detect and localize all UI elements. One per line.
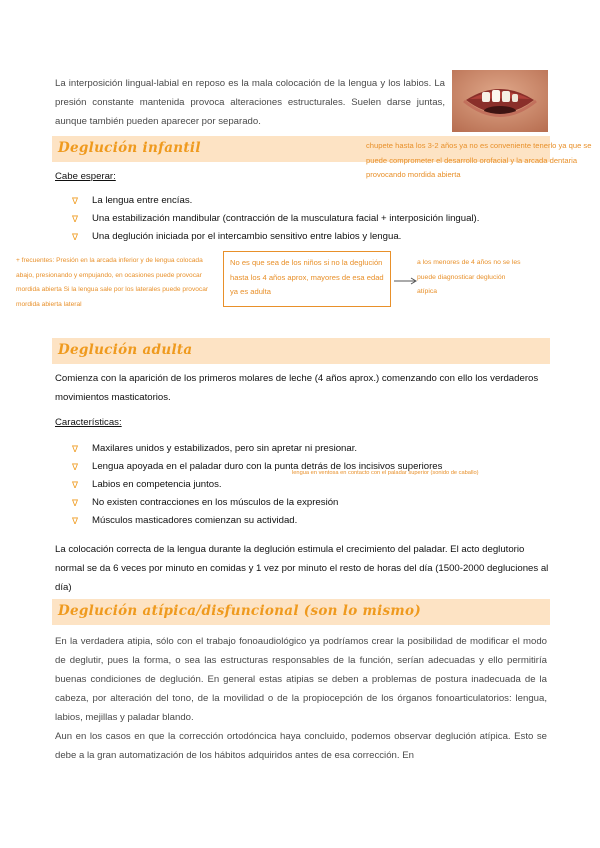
triangle-bullet-icon: ∇ bbox=[72, 444, 79, 454]
triangle-bullet-icon: ∇ bbox=[72, 196, 79, 206]
boxed-note-infantil: No es que sea de los niños si no la deglución hasta los 4 años aprox, mayores de esa edad ya es adulta bbox=[223, 251, 391, 307]
left-note-frecuentes: + frecuentes: Presión en la arcada inferior y de lengua colocada abajo, presionando y empujando, en ocasiones puede provocar mordida abierta Si la lengua sale por los laterales puede provocar mordida abierta lateral bbox=[16, 257, 209, 308]
section-title-adulta: Deglución adulta bbox=[58, 342, 193, 358]
intro-paragraph: La interposición lingual-labial en reposo es la mala colocación de la lengua y los labios. La presión constante mantenida provoca alteraciones estructurales. Suelen darse juntas, aunque también pueden aparecer por separado. bbox=[55, 78, 445, 127]
section-title-atipica: Deglución atípica/disfuncional (son lo mismo) bbox=[58, 603, 422, 619]
triangle-bullet-icon: ∇ bbox=[72, 498, 79, 508]
side-note-chupete: chupete hasta los 3-2 años ya no es conveniente tenerlo ya que se puede comprometer el desarrollo orofacial y la arcada dentaria provocando mordida abierta bbox=[366, 141, 592, 179]
adulta-bullet-list bbox=[72, 440, 542, 530]
arrow-note-diagnostico: a los menores de 4 años no se les puede diagnosticar deglución atípica bbox=[417, 259, 521, 295]
atipica-paragraph-1: En la verdadera atipia, sólo con el trabajo fonoaudiológico ya podríamos crear la posibilidad de modificar el modo de deglutir, pues la forma, o sea las estructuras responsables de la función, serían adecuadas y ello permitiría buenas condiciones de deglución. En general estas atipias se deben a problemas de postura inadecuada de la cabeza, por alteración del tono, de la movilidad o de la propiocepción de los órganos fonoarticulatorios: lengua, labios, mejillas y paladar blando. bbox=[55, 636, 547, 723]
list-item: ∇ Una estabilización mandibular (contracción de la musculatura facial + interposición lingual). bbox=[72, 210, 542, 228]
section-heading-adulta bbox=[52, 338, 550, 364]
section-title-infantil: Deglución infantil bbox=[58, 140, 201, 156]
atipica-paragraph-2: Aun en los casos en que la corrección ortodóncica haya concluido, podemos observar deglución atípica. Esto se debe a la gran automatización de los hábitos adquiridos antes de esa corrección. En bbox=[55, 731, 547, 761]
triangle-bullet-icon: ∇ bbox=[72, 462, 79, 472]
characteristics-label: Características: bbox=[55, 417, 122, 428]
triangle-bullet-icon: ∇ bbox=[72, 480, 79, 490]
triangle-bullet-icon: ∇ bbox=[72, 214, 79, 224]
inline-note-ventosa: lengua en ventosa en contacto con el paladar superior (sonido de caballo) bbox=[292, 470, 479, 476]
mouth-photo-drawing bbox=[452, 70, 548, 132]
list-item: ∇ Maxilares unidos y estabilizados, pero sin apretar ni presionar. bbox=[72, 440, 542, 458]
triangle-bullet-icon: ∇ bbox=[72, 516, 79, 526]
triangle-bullet-icon: ∇ bbox=[72, 232, 79, 242]
expect-label: Cabe esperar: bbox=[55, 171, 116, 182]
infantil-bullet-list bbox=[72, 192, 542, 246]
adulta-intro: Comienza con la aparición de los primeros molares de leche (4 años aprox.) comenzando con ello los verdaderos movimientos masticatorios. bbox=[55, 373, 539, 403]
adulta-closing: La colocación correcta de la lengua durante la deglución estimula el crecimiento del paladar. El acto deglutorio normal se da 6 veces por minuto en comidas y 1 vez por minuto el resto de horas del día (1500-2000 degluciones al día) bbox=[55, 544, 549, 593]
section-heading-atipica bbox=[52, 599, 550, 625]
list-item: ∇ Labios en competencia juntos. bbox=[72, 476, 542, 494]
list-item: ∇ Lengua apoyada en el paladar duro con la punta detrás de los incisivos superiores bbox=[72, 458, 542, 476]
list-item: ∇ Músculos masticadores comienzan su actividad. bbox=[72, 512, 542, 530]
list-item: ∇ La lengua entre encías. bbox=[72, 192, 542, 210]
list-item: ∇ No existen contracciones en los músculos de la expresión bbox=[72, 494, 542, 512]
list-item: ∇ Una deglución iniciada por el intercambio sensitivo entre labios y lengua. bbox=[72, 228, 542, 246]
arrow-right-icon bbox=[393, 276, 419, 286]
mouth-photo bbox=[452, 70, 548, 132]
